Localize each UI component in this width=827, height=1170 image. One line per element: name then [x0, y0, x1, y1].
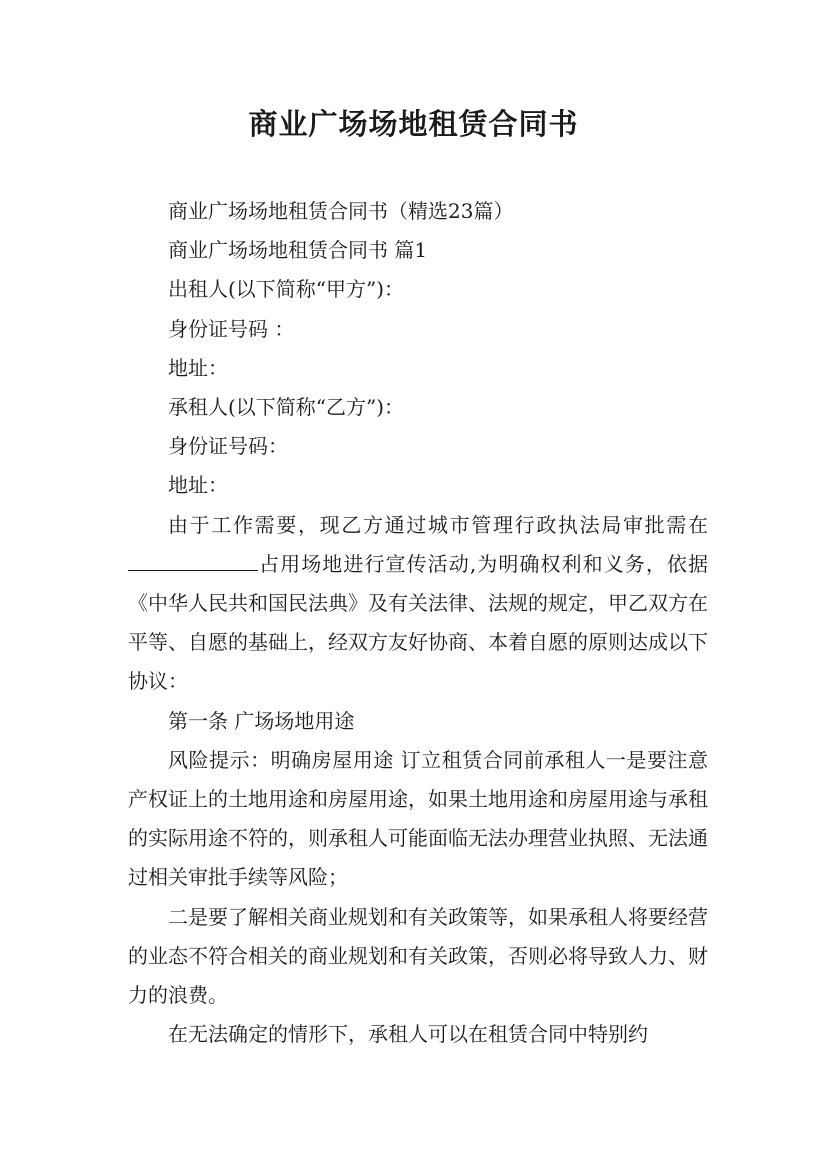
second-point-paragraph: 二是要了解相关商业规划和有关政策等，如果承租人将要经营的业态不符合相关的商业规划和有关政策，否则必将导致人力、财力的浪费。: [128, 904, 708, 1008]
document-body: [128, 192, 708, 1054]
last-paragraph: 在无法确定的情形下，承租人可以在租赁合同中特别约: [168, 1022, 648, 1047]
lessor-address-line: 地址：: [168, 355, 228, 380]
location-blank: [128, 548, 258, 571]
document-title: 商业广场场地租赁合同书: [248, 107, 579, 141]
article-1-heading: 第一条 广场场地用途: [168, 708, 355, 733]
preamble-paragraph: [128, 506, 708, 702]
subtitle-line: 商业广场场地租赁合同书（精选23篇）: [168, 199, 514, 223]
preamble-text-start: 由于工作需要，现乙方通过城市管理行政执法局审批需在: [168, 512, 708, 537]
lessor-line: 出租人(以下简称“甲方”)：: [168, 277, 405, 302]
lessee-address-line: 地址：: [168, 473, 228, 498]
lessor-id-line: 身份证号码 ：: [168, 316, 295, 341]
lessee-line: 承租人(以下简称“乙方”)：: [168, 395, 405, 420]
preamble-text-end: 占用场地进行宣传活动,为明确权利和义务，依据《中华人民共和国民法典》及有关法律、法规的规定，甲乙双方在平等、自愿的基础上，经双方友好协商、本着自愿的原则达成以下协议：: [128, 551, 708, 694]
section-heading: 商业广场场地租赁合同书 篇1: [168, 238, 428, 263]
lessee-id-line: 身份证号码：: [168, 434, 288, 459]
risk-paragraph: 风险提示：明确房屋用途 订立租赁合同前承租人一是要注意产权证上的土地用途和房屋用途，如果土地用途和房屋用途与承租的实际用途不符的，则承租人可能面临无法办理营业执照、无法通过相关审批手续等风险；: [128, 747, 708, 890]
